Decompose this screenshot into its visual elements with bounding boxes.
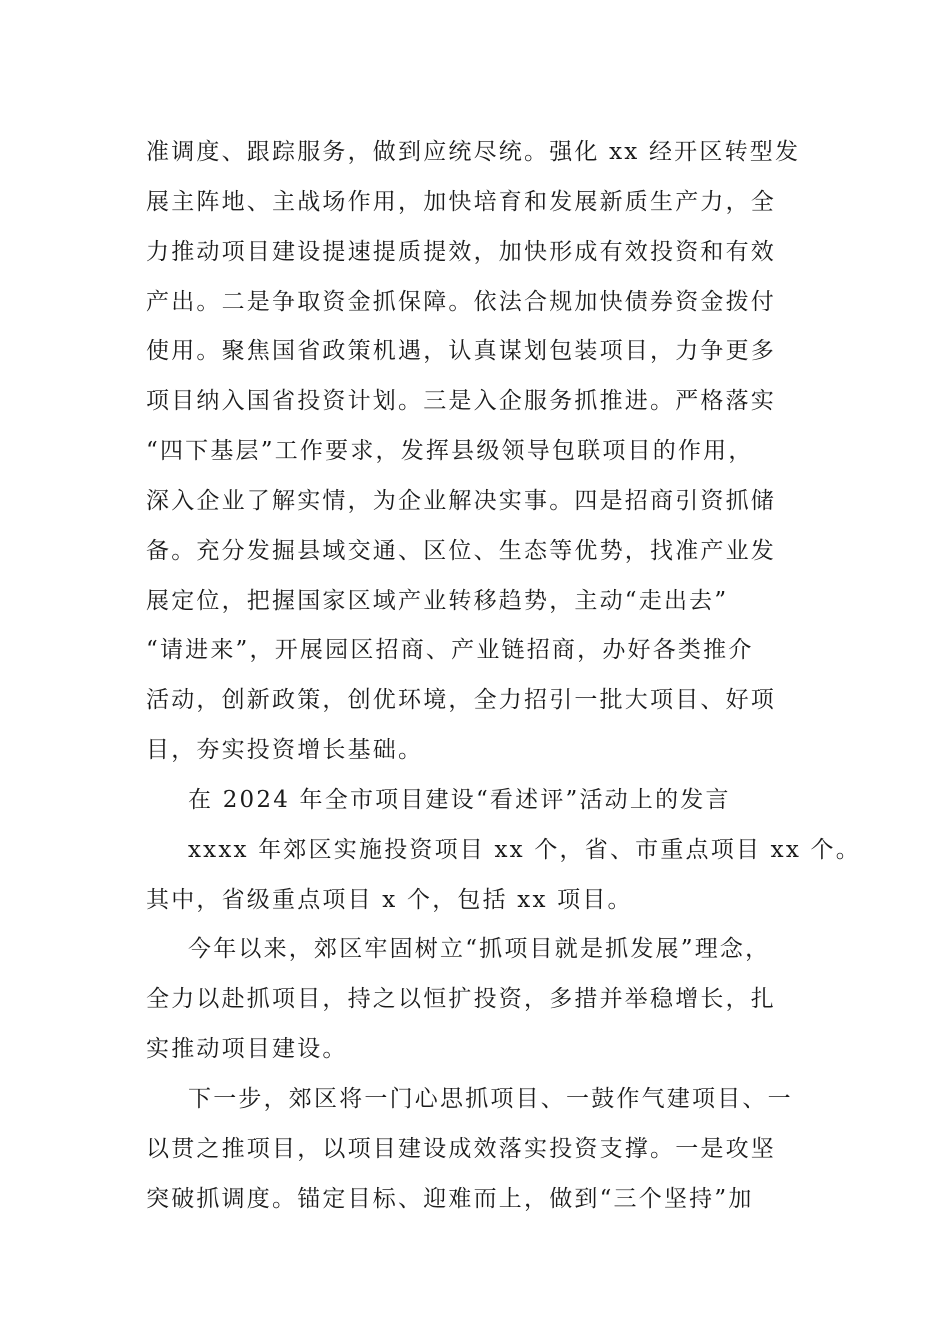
text-line: 活动，创新政策，创优环境，全力招引一批大项目、好项: [146, 687, 776, 713]
text-line: xxxx 年郊区实施投资项目 xx 个，省、市重点项目 xx 个。: [188, 837, 861, 863]
text-line: 下一步，郊区将一门心思抓项目、一鼓作气建项目、一: [188, 1086, 793, 1112]
text-line: 目，夯实投资增长基础。: [146, 737, 424, 763]
text-line: 产出。二是争取资金抓保障。依法合规加快债券资金拨付: [146, 289, 776, 315]
text-line: 备。充分发掘县域交通、区位、生态等优势，找准产业发: [146, 538, 776, 564]
text-line: 深入企业了解实情，为企业解决实事。四是招商引资抓储: [146, 488, 776, 514]
text-line: 以贯之推项目，以项目建设成效落实投资支撑。一是攻坚: [146, 1136, 776, 1162]
text-line: 其中，省级重点项目 x 个，包括 xx 项目。: [146, 887, 633, 913]
section-title: 在 2024 年全市项目建设“看述评”活动上的发言: [188, 787, 731, 813]
text-line: 突破抓调度。锚定目标、迎难而上，做到“三个坚持”加: [146, 1186, 754, 1212]
text-line: 展主阵地、主战场作用，加快培育和发展新质生产力，全: [146, 189, 776, 215]
text-line: “四下基层”工作要求，发挥县级领导包联项目的作用，: [146, 438, 754, 464]
text-line: 展定位，把握国家区域产业转移趋势，主动“走出去”: [146, 588, 729, 614]
text-line: 实推动项目建设。: [146, 1036, 348, 1062]
text-line: 使用。聚焦国省政策机遇，认真谋划包装项目，力争更多: [146, 338, 776, 364]
text-line: 项目纳入国省投资计划。三是入企服务抓推进。严格落实: [146, 388, 776, 414]
text-line: 今年以来，郊区牢固树立“抓项目就是抓发展”理念，: [188, 936, 771, 962]
text-line: “请进来”，开展园区招商、产业链招商，办好各类推介: [146, 637, 754, 663]
text-line: 准调度、跟踪服务，做到应统尽统。强化 xx 经开区转型发: [146, 139, 801, 165]
text-line: 力推动项目建设提速提质提效，加快形成有效投资和有效: [146, 239, 776, 265]
text-line: 全力以赴抓项目，持之以恒扩投资，多措并举稳增长，扎: [146, 986, 776, 1012]
